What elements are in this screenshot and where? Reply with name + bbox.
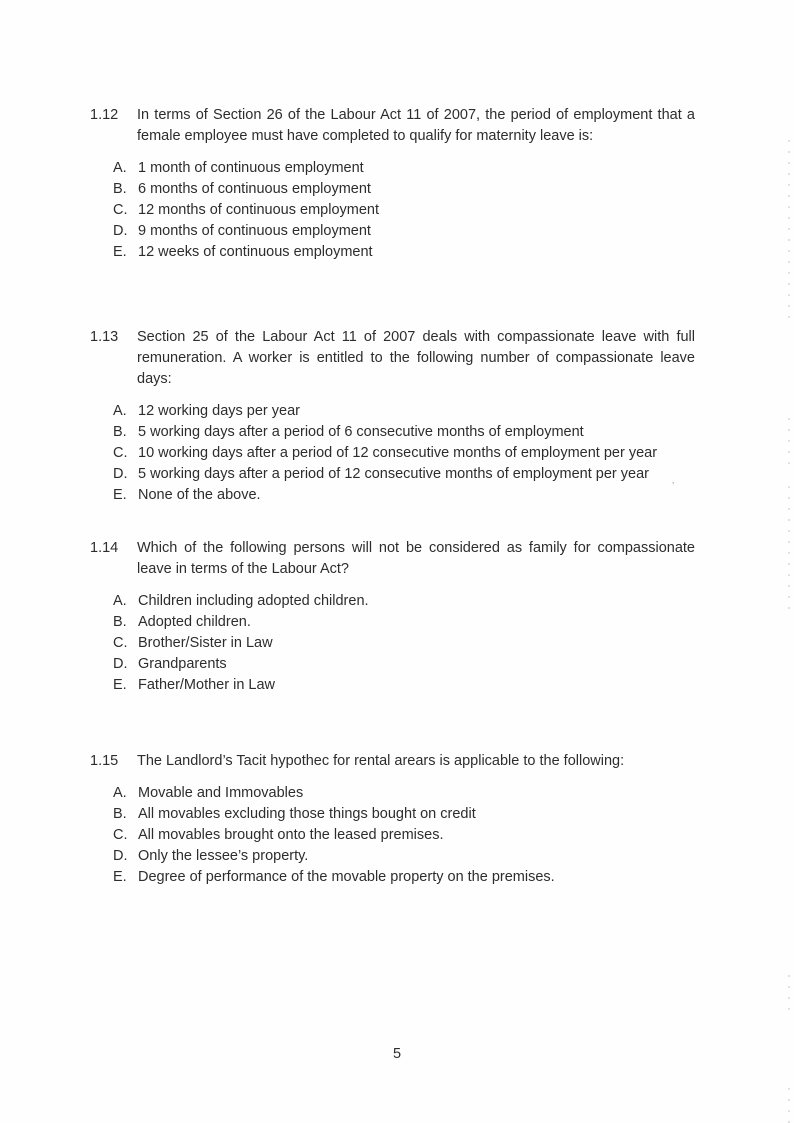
question-number: 1.12 (90, 107, 119, 123)
option-letter: D. (113, 848, 128, 864)
option-text: 5 working days after a period of 12 consecutive months of employment per year (138, 466, 649, 482)
option-text: Only the lessee’s property. (138, 848, 309, 864)
option-text: 6 months of continuous employment (138, 181, 371, 197)
scan-artifact (788, 418, 790, 470)
option-letter: B. (113, 424, 127, 440)
option-text: Movable and Immovables (138, 785, 304, 801)
question-text: Which of the following persons will not be considered as family for compassionate leave in terms of the Labour Act? (137, 540, 695, 577)
scan-artifact (788, 1088, 790, 1123)
question-header (90, 105, 695, 147)
option-text: 1 month of continuous employment (138, 160, 364, 176)
option-text: Brother/Sister in Law (138, 635, 273, 651)
option-letter: B. (113, 614, 127, 630)
question-1-14 (90, 538, 695, 696)
option-row (113, 591, 695, 612)
option-text: 5 working days after a period of 6 consecutive months of employment (138, 424, 584, 440)
option-letter: D. (113, 656, 128, 672)
question-text: The Landlord’s Tacit hypothec for rental arears is applicable to the following: (137, 753, 625, 769)
option-row (113, 464, 695, 485)
option-text: Father/Mother in Law (138, 677, 276, 693)
option-row (113, 158, 695, 179)
option-row (113, 422, 695, 443)
option-text: Grandparents (138, 656, 227, 672)
option-letter: E. (113, 487, 127, 503)
option-text: Degree of performance of the movable property on the premises. (138, 869, 555, 885)
option-letter: A. (113, 593, 127, 609)
option-row (113, 443, 695, 464)
options-list (113, 591, 695, 696)
option-row (113, 242, 695, 263)
question-header (90, 751, 695, 772)
options-list (113, 158, 695, 263)
option-row (113, 633, 695, 654)
question-header (90, 327, 695, 390)
question-header (90, 538, 695, 580)
option-row (113, 221, 695, 242)
question-number: 1.13 (90, 329, 119, 345)
options-list (113, 783, 695, 888)
scan-artifact (788, 486, 790, 614)
option-text: None of the above. (138, 487, 261, 503)
option-letter: E. (113, 244, 127, 260)
option-letter: D. (113, 223, 128, 239)
option-row (113, 675, 695, 696)
question-1-12 (90, 0, 695, 263)
scan-speck: ’ (672, 481, 675, 492)
question-1-15 (90, 751, 695, 888)
scan-artifact (788, 975, 790, 1017)
option-letter: D. (113, 466, 128, 482)
option-row (113, 612, 695, 633)
question-number: 1.14 (90, 540, 119, 556)
question-text: Section 25 of the Labour Act 11 of 2007 deals with compassionate leave with full remuneration. A worker is entitled to the following number of compassionate leave days: (137, 329, 695, 387)
option-row (113, 783, 695, 804)
option-text: 9 months of continuous employment (138, 223, 371, 239)
option-letter: B. (113, 181, 127, 197)
option-text: 12 working days per year (138, 403, 300, 419)
option-row (113, 485, 695, 506)
option-row (113, 867, 695, 888)
question-1-13 (90, 327, 695, 506)
option-letter: C. (113, 635, 128, 651)
option-text: All movables excluding those things bought on credit (138, 806, 476, 822)
option-row (113, 179, 695, 200)
option-letter: C. (113, 445, 128, 461)
option-letter: B. (113, 806, 127, 822)
options-list (113, 401, 695, 506)
option-letter: A. (113, 785, 127, 801)
option-letter: C. (113, 202, 128, 218)
option-row (113, 200, 695, 221)
option-letter: E. (113, 677, 127, 693)
option-text: 10 working days after a period of 12 consecutive months of employment per year (138, 445, 658, 461)
option-text: All movables brought onto the leased premises. (138, 827, 444, 843)
option-text: Children including adopted children. (138, 593, 369, 609)
option-row (113, 654, 695, 675)
option-row (113, 401, 695, 422)
option-letter: C. (113, 827, 128, 843)
option-text: 12 weeks of continuous employment (138, 244, 373, 260)
option-text: 12 months of continuous employment (138, 202, 379, 218)
option-row (113, 825, 695, 846)
option-letter: A. (113, 160, 127, 176)
question-number: 1.15 (90, 753, 119, 769)
question-text: In terms of Section 26 of the Labour Act 11 of 2007, the period of employment that a female employee must have completed to qualify for maternity leave is: (137, 107, 695, 144)
option-text: Adopted children. (138, 614, 251, 630)
option-row (113, 804, 695, 825)
option-letter: A. (113, 403, 127, 419)
option-row (113, 846, 695, 867)
scan-artifact (788, 140, 790, 325)
page-number: 5 (392, 1046, 402, 1062)
option-letter: E. (113, 869, 127, 885)
